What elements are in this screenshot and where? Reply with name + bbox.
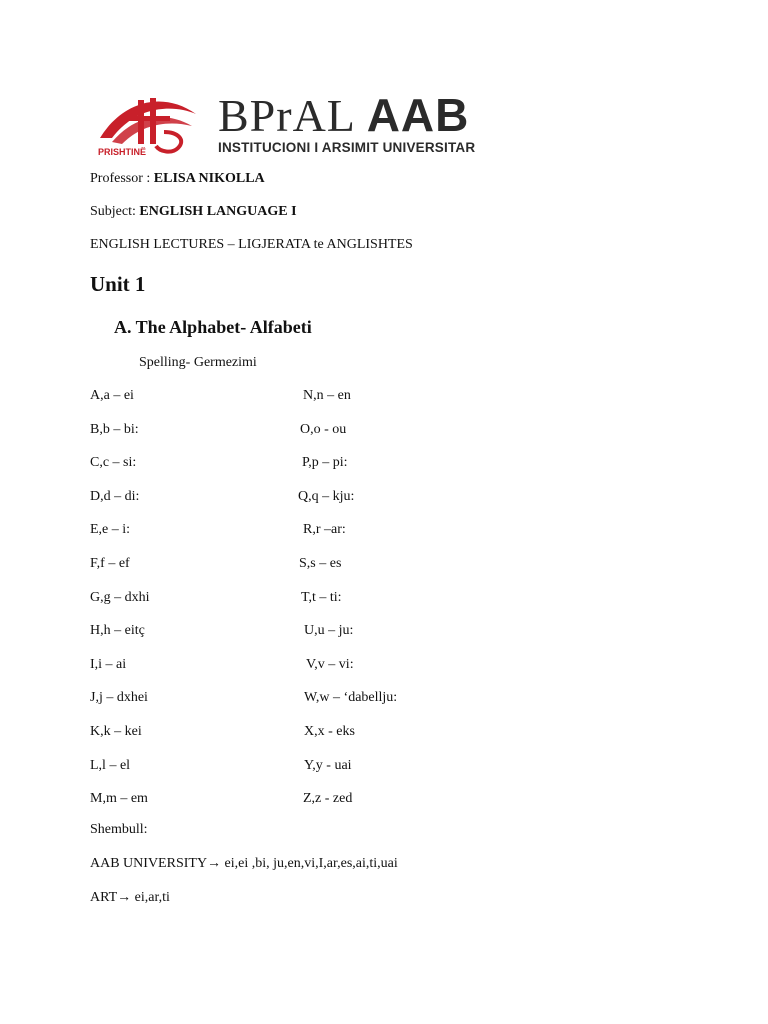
alphabet-right-item: V,v – vi:: [306, 656, 354, 672]
professor-label: Professor :: [90, 171, 154, 186]
example-art: ART→ ei,ar,ti: [90, 890, 170, 905]
alphabet-left-item: J,j – dxhei: [90, 690, 148, 706]
alphabet-left-item: E,e – i:: [90, 522, 131, 538]
alphabet-left-item: M,m – em: [90, 791, 148, 807]
alphabet-left-item: K,k – kei: [90, 724, 142, 739]
aab-emblem-icon: [92, 92, 204, 158]
example-aab-university: AAB UNIVERSITY→ ei,ei ,bi, ju,en,vi,I,ar,es,ai,ti,uai: [90, 856, 398, 871]
unit-title: Unit 1: [90, 272, 146, 296]
alphabet-left-item: G,g – dxhi: [90, 589, 150, 605]
alphabet-right-item: S,s – es: [299, 556, 342, 571]
alphabet-right-item: X,x - eks: [304, 724, 355, 739]
alphabet-left-item: D,d – di:: [90, 488, 140, 504]
alphabet-right-item: O,o - ou: [300, 421, 347, 437]
alphabet-left-item: L,l – el: [90, 757, 131, 773]
logo-brand-right: AAB: [366, 89, 470, 141]
alphabet-right-item: N,n – en: [303, 388, 351, 403]
section-title: A. The Alphabet- Alfabeti: [114, 317, 312, 337]
alphabet-right-item: P,p – pi:: [302, 455, 348, 471]
alphabet-left-item: I,i – ai: [90, 656, 127, 672]
professor-name: ELISA NIKOLLA: [153, 171, 265, 186]
example-label: Shembull:: [90, 822, 148, 837]
subject-name: ENGLISH LANGUAGE I: [139, 204, 297, 219]
logo-brand-left: BPrAL: [218, 90, 355, 141]
alphabet-left-item: F,f – ef: [90, 556, 130, 571]
alphabet-right-item: Y,y - uai: [304, 757, 352, 773]
alphabet-left-item: H,h – eitç: [90, 623, 145, 639]
alphabet-right-item: Z,z - zed: [303, 791, 353, 807]
logo-subtitle: INSTITUCIONI I ARSIMIT UNIVERSITAR: [218, 140, 476, 155]
subject-line: [90, 204, 297, 220]
logo-mark-text: PRISHTINË: [98, 147, 147, 157]
alphabet-right-item: W,w – ‘dabellju:: [304, 690, 398, 706]
alphabet-right-item: R,r –ar:: [303, 522, 346, 538]
logo-brand: [218, 88, 469, 142]
alphabet-left-item: A,a – ei: [90, 388, 134, 403]
alphabet-right-item: T,t – ti:: [301, 589, 342, 605]
subject-label: Subject:: [90, 204, 140, 219]
alphabet-left-item: C,c – si:: [90, 455, 137, 471]
alphabet-right-item: Q,q – kju:: [298, 488, 355, 504]
institution-logo: [92, 89, 522, 158]
spelling-label: Spelling- Germezimi: [139, 355, 257, 370]
alphabet-left-item: B,b – bi:: [90, 421, 139, 437]
professor-line: [90, 171, 265, 187]
lectures-line: ENGLISH LECTURES – LIGJERATA te ANGLISHTES: [90, 237, 413, 252]
alphabet-right-item: U,u – ju:: [304, 623, 354, 639]
